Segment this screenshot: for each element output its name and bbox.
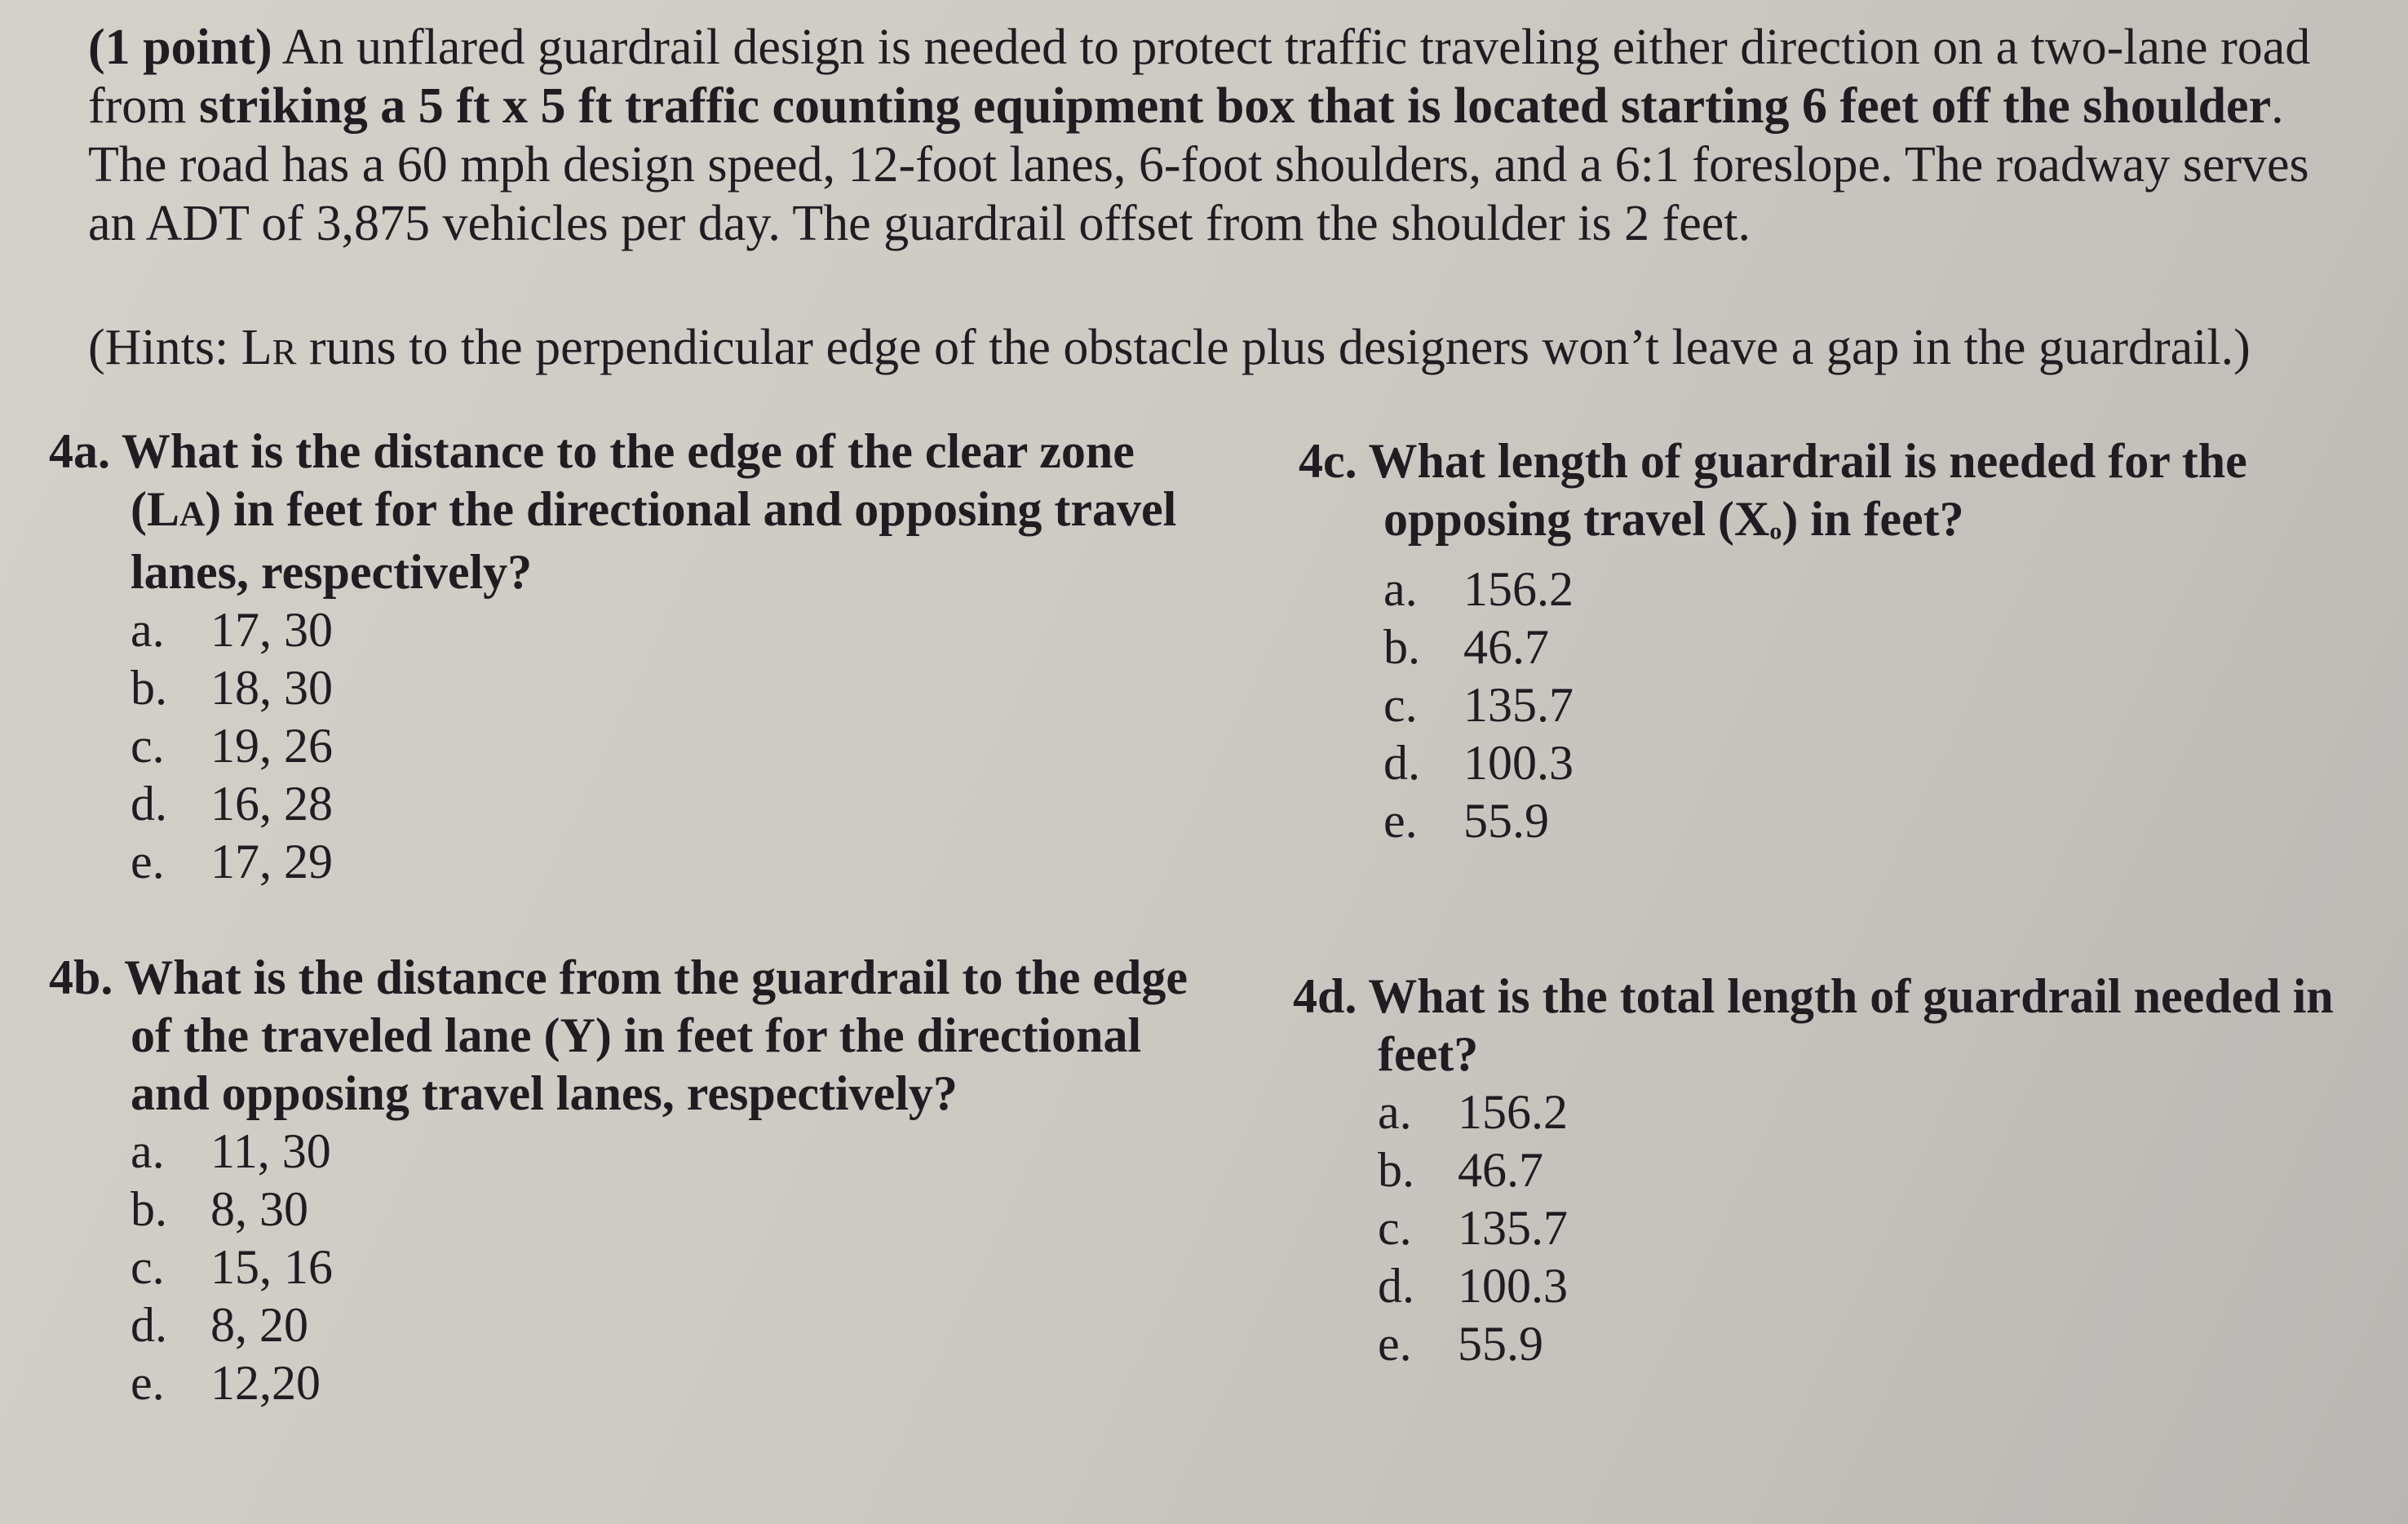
- point-value: (1 point): [88, 20, 272, 75]
- option-text: 17, 30: [210, 603, 333, 657]
- option-item[interactable]: [1299, 734, 2384, 792]
- option-text: 135.7: [1463, 677, 1574, 732]
- option-letter: d.: [131, 777, 167, 831]
- question-4b-text: 4b. What is the distance from the guardrail to the edge of the traveled lane (Y) in feet for the directional and opposing travel lanes, respectively?: [49, 950, 1189, 1120]
- option-letter: a.: [131, 1124, 165, 1178]
- option-letter: e.: [131, 1356, 165, 1410]
- option-item[interactable]: [49, 1238, 1191, 1296]
- question-4c-options: [1299, 560, 2384, 850]
- option-letter: c.: [1378, 1201, 1412, 1255]
- problem-text-1: An unflared guardrail design is needed to protect traffic traveling either direction on a two-lane road from: [88, 20, 2311, 134]
- option-item[interactable]: [1299, 792, 2384, 850]
- option-text: 12,20: [210, 1356, 321, 1410]
- option-item[interactable]: [49, 717, 1191, 775]
- hint-subscript: R: [272, 331, 297, 372]
- option-letter: b.: [131, 1182, 167, 1236]
- option-text: 135.7: [1458, 1201, 1568, 1255]
- problem-statement: [88, 18, 2356, 253]
- option-text: 100.3: [1458, 1259, 1568, 1313]
- option-text: 55.9: [1458, 1317, 1543, 1371]
- problem-text-bold: striking a 5 ft x 5 ft traffic counting equipment box that is located starting 6 feet off the shoulder: [199, 78, 2272, 134]
- question-4c: [1299, 432, 2384, 850]
- option-text: 17, 29: [210, 835, 333, 888]
- option-letter: a.: [1383, 561, 1418, 616]
- option-item[interactable]: [49, 1123, 1191, 1181]
- option-text: 18, 30: [210, 661, 333, 715]
- option-text: 15, 16: [210, 1240, 333, 1294]
- option-item[interactable]: [49, 601, 1191, 659]
- question-4d: [1293, 968, 2378, 1373]
- option-text: 46.7: [1463, 619, 1549, 674]
- option-letter: e.: [1383, 793, 1418, 848]
- hint-text: [88, 318, 2356, 381]
- option-item[interactable]: [1293, 1315, 2378, 1373]
- q4c-suffix: ) in feet?: [1782, 492, 1964, 546]
- option-letter: d.: [1383, 735, 1420, 790]
- hint-suffix: runs to the perpendicular edge of the obstacle plus designers won’t leave a gap in the guardrail.): [296, 320, 2251, 375]
- option-text: 8, 30: [210, 1182, 308, 1236]
- option-item[interactable]: [1293, 1141, 2378, 1199]
- option-letter: c.: [131, 719, 165, 773]
- option-letter: a.: [131, 603, 165, 657]
- option-text: 8, 20: [210, 1298, 308, 1352]
- q4a-suffix: ) in feet for the directional and opposing travel lanes, respectively?: [131, 482, 1177, 599]
- option-letter: b.: [1378, 1143, 1414, 1197]
- option-letter: e.: [1378, 1317, 1412, 1371]
- option-item[interactable]: [1293, 1199, 2378, 1257]
- option-item[interactable]: [49, 659, 1191, 717]
- option-text: 46.7: [1458, 1143, 1543, 1197]
- question-4a-options: [49, 601, 1191, 891]
- option-letter: a.: [1378, 1085, 1412, 1139]
- option-letter: b.: [1383, 619, 1420, 674]
- option-text: 16, 28: [210, 777, 333, 831]
- question-4d-text: 4d. What is the total length of guardrail needed in feet?: [1293, 969, 2334, 1081]
- option-text: 55.9: [1463, 793, 1549, 848]
- option-text: 100.3: [1463, 735, 1574, 790]
- option-letter: c.: [1383, 677, 1418, 732]
- option-letter: b.: [131, 661, 167, 715]
- option-text: 156.2: [1458, 1085, 1568, 1139]
- option-item[interactable]: [1293, 1083, 2378, 1141]
- option-letter: e.: [131, 835, 165, 888]
- q4a-subscript: A: [179, 495, 206, 534]
- question-4b: [49, 949, 1191, 1412]
- option-item[interactable]: [49, 775, 1191, 833]
- hint-prefix: (Hints: L: [88, 320, 272, 375]
- q4a-prefix: 4a. What is the distance to the edge of the clear zone (L: [49, 424, 1135, 536]
- option-item[interactable]: [1293, 1257, 2378, 1315]
- problem-paragraph: [88, 18, 2356, 253]
- question-4d-options: [1293, 1083, 2378, 1373]
- problem-text-2: . The road has a 60 mph design speed, 12-foot lanes, 6-foot shoulders, and a 6:1 foreslope. The roadway serves an ADT of 3,875 vehicles per day. The guardrail offset from the shoulder is 2 feet.: [88, 78, 2309, 251]
- option-item[interactable]: [49, 1354, 1191, 1412]
- option-item[interactable]: [1299, 618, 2384, 676]
- option-letter: c.: [131, 1240, 165, 1294]
- option-text: 19, 26: [210, 719, 333, 773]
- q4c-subscript: o: [1769, 517, 1782, 545]
- option-item[interactable]: [1299, 676, 2384, 734]
- question-4a: [49, 423, 1191, 891]
- question-4c-text: [1299, 432, 2384, 560]
- option-item[interactable]: [49, 1181, 1191, 1238]
- q4c-prefix: 4c. What length of guardrail is needed for the opposing travel (X: [1299, 434, 2247, 546]
- option-letter: d.: [131, 1298, 167, 1352]
- option-item[interactable]: [1299, 560, 2384, 618]
- option-item[interactable]: [49, 833, 1191, 891]
- option-text: 11, 30: [210, 1124, 331, 1178]
- option-letter: d.: [1378, 1259, 1414, 1313]
- option-text: 156.2: [1463, 561, 1574, 616]
- question-4a-text: [49, 423, 1191, 601]
- question-4b-options: [49, 1123, 1191, 1412]
- option-item[interactable]: [49, 1296, 1191, 1354]
